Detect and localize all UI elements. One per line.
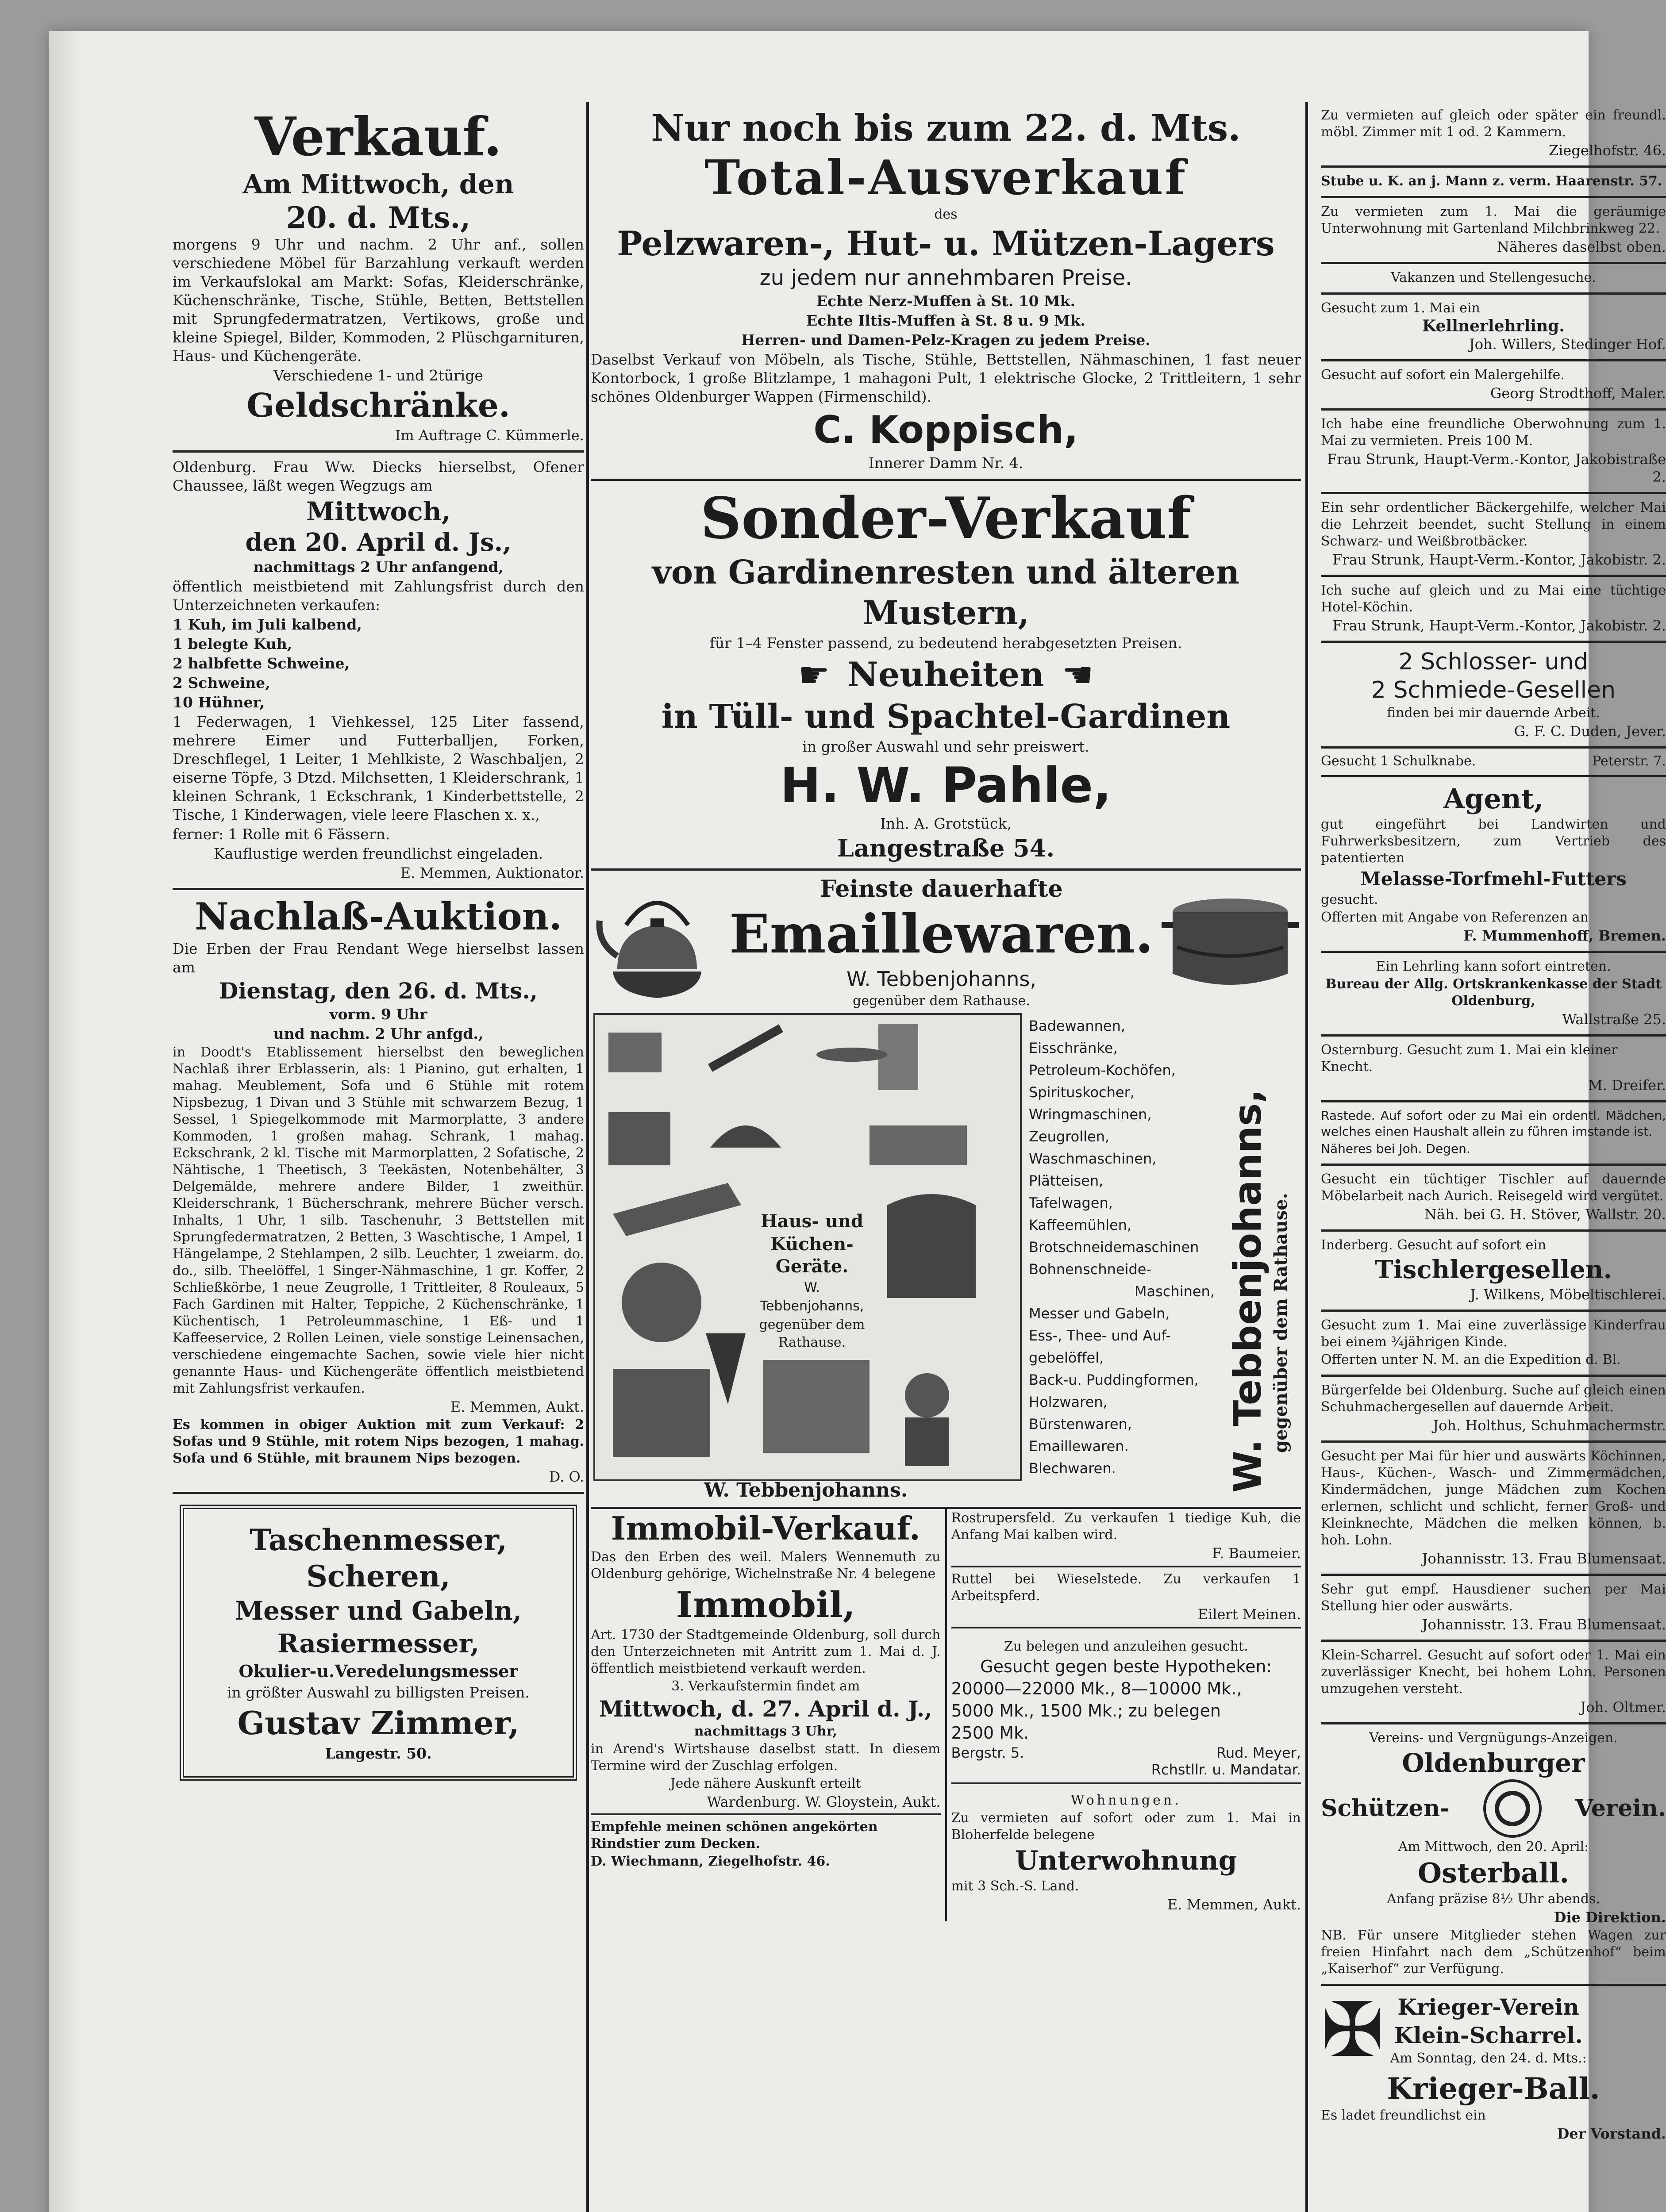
ad-body: Ein sehr ordentlicher Bäckergehilfe, welcher Mai die Lehrzeit beendet, sucht Stellung in einem Schwarz- und Weißbrotbäcker.	[1321, 500, 1666, 549]
ad-signature: J. Wilkens, Möbeltischlerei.	[1470, 1286, 1666, 1303]
ad-line: Okulier-u.Veredelungsmesser	[239, 1661, 518, 1681]
ad-signature: E. Memmen, Auktionator.	[400, 864, 584, 881]
ad-kriegerverein	[1321, 1986, 1666, 2149]
ad-tebbenjohanns	[591, 871, 1301, 1509]
ad-price-line: Echte Nerz-Muffen à St. 10 Mk.	[816, 292, 1076, 310]
ad-signature: G. F. C. Duden, Jever.	[1514, 723, 1666, 740]
ad-body: in Doodt's Etablissement hierselbst den beweglichen Nachlaß ihrer Erblasserin, als: 1 Pianino, gut erhalten, 1 mahag. Meublement, Sofa und 6 Stühle mit rotem Nipsbezug, 1 Divan und 3 Stühle mit schwarzem Bezug, 1 Sessel, 1 Spiegelkommode mit Marmorplatte, 3 andere Kommoden, 1 großen mahag. Schrank, 1 mahag. Eckschrank, 2 kl. Tische mit Marmorplatten, 2 Sofatische, 2 Nähtische, 1 Theetisch, 3 Teekästen, Notenbehälter, 3 Delgemälde, mehrere andere Bilder, 1 zweithür. Kleiderschrank, 1 Bücherschrank, mehrere Bücher versch. Inhalts, 1 Uhr, 1 silb. Taschenuhr, 3 Bettstellen mit Sprungfedermatratzen, 2 Betten, 3 Waschtische, 1 Ampel, 1 Hängelampe, 2 Stehlampen, 2 silb. Leuchter, 1 zweiarm. do. do., silb. Theelöffel, 1 Singer-Nähmaschine, 1 gr. Koffer, 2 Schließkörbe, 1 neue Zeugrolle, 1 Trittleiter, 8 Rouleaux, 5 Fach Gardinen mit Halter, Teppiche, 2 Küchenschränke, 1 Küchentisch, 1 Petroleummaschine, 1 Eß- und 1 Kaffeeservice, 2 Rollen Leinen, viele sonstige Leinensachen, verschiedene eingemachte Sachen, sowie viele hier nicht genannte Haus- und Küchengeräte öffentlich meistbietend mit Zahlungsfrist verkaufen.	[173, 1045, 584, 1396]
list-item: Badewannen,	[1029, 1018, 1126, 1034]
panel-caption: Küchen-Geräte.	[770, 1234, 854, 1277]
section-heading: Vakanzen und Stellengesuche.	[1391, 270, 1596, 285]
ad-body: Bureau der Allg. Ortskrankenkasse der Stadt Oldenburg,	[1325, 976, 1662, 1009]
ad-body: ferner: 1 Rolle mit 6 Fässern.	[173, 826, 390, 843]
ad-title: Agent,	[1443, 783, 1544, 815]
ad-headline: H. W. Pahle,	[780, 757, 1112, 814]
list-item: 1 belegte Kuh,	[173, 635, 292, 653]
ad-time: und nachm. 2 Uhr anfgd.,	[273, 1025, 484, 1042]
ad-unterwohnung	[1321, 198, 1666, 264]
ad-signature: Näheres daselbst oben.	[1497, 238, 1666, 255]
ad-line: in großer Auswahl und sehr preiswert.	[802, 738, 1089, 755]
ad-headline: Gustav Zimmer,	[237, 1704, 519, 1742]
ad-baecker	[1321, 494, 1666, 577]
ad-schlosser	[1321, 643, 1666, 749]
ad-rindstier	[591, 1813, 941, 1870]
ad-signature: Frau Strunk, Haupt-Verm.-Kontor, Jakobistr. 2.	[1332, 617, 1666, 634]
ad-body: Gesucht per Mai für hier und auswärts Köchinnen, Haus-, Küchen-, Wasch- und Zimmermädchen, Kindermädchen, junge Mädchen zum Kochen erlernen, schlicht und schlicht, ferner Groß- und Kleinknechte, Mädchen die melken können, b. hoh. Lohn.	[1321, 1448, 1666, 1548]
ad-rastede	[1321, 1102, 1666, 1166]
ad-title: Sonder-Verkauf	[700, 485, 1192, 552]
ad-signature: E. Memmen, Aukt.	[1167, 1896, 1301, 1913]
ad-body: Gesucht zum 1. Mai ein	[1321, 300, 1480, 316]
ad-date: 20. d. Mts.,	[286, 200, 471, 235]
ad-hypothek	[951, 1628, 1301, 1784]
list-item: 2 halbfette Schweine,	[173, 655, 350, 672]
ad-body: Verschiedene 1- und 2türige	[273, 367, 484, 384]
list-item: Wringmaschinen,	[1029, 1106, 1152, 1123]
kettle-icon	[591, 876, 723, 1009]
panel-caption: gegenüber dem	[759, 1317, 865, 1333]
panel-caption: W. Tebbenjohanns,	[760, 1280, 864, 1314]
ad-signature: Der Vorstand.	[1557, 2125, 1666, 2142]
ad-date: Am Mittwoch, den	[242, 169, 514, 200]
ad-schulknabe	[1321, 749, 1666, 777]
ad-signature: E. Memmen, Aukt.	[450, 1398, 584, 1415]
ad-body: Daselbst Verkauf von Möbeln, als Tische, Stühle, Bettstellen, Nähmaschinen, 1 fast neuer Kontorbock, 1 große Blitzlampe, 1 mahagoni Pult, 1 elektrische Glocke, 2 Trittleitern, 1 sehr schönes Oldenburger Wappen (Firmenschild).	[591, 351, 1301, 405]
ad-signature: Rud. Meyer,	[1216, 1744, 1301, 1761]
ad-title: Total-Ausverkauf	[704, 150, 1187, 206]
ad-headline: Osterball.	[1418, 1857, 1569, 1889]
ad-blumensaat-2	[1321, 1576, 1666, 1642]
list-item: Holzwaren,	[1029, 1394, 1108, 1410]
list-item: Plätteisen,	[1029, 1172, 1104, 1189]
section-heading: Zu belegen und anzuleihen gesucht.	[1004, 1639, 1248, 1654]
list-item: Eisschränke,	[1029, 1040, 1118, 1056]
ad-body: gut eingeführt bei Landwirten und Fuhrwerksbesitzern, zum Vertrieb des patentierten	[1321, 817, 1666, 866]
ad-kuh	[951, 1510, 1301, 1567]
ad-body: Ich habe eine freundliche Oberwohnung zum 1. Mai zu vermieten. Preis 100 M.	[1321, 416, 1666, 449]
panel-caption: Rathause.	[778, 1335, 846, 1350]
ad-kellner	[1321, 295, 1666, 361]
ad-line: von Gardinenresten und älteren	[652, 553, 1240, 591]
ad-body: 1 Federwagen, 1 Viehkessel, 125 Liter fassend, mehrere Eimer und Futterballjen, Forken, Dreschflegel, 1 Leiter, 1 Mehlkiste, 2 Waschbaljen, 2 eiserne Töpfe, 3 Dtzd. Milchsetten, 1 Kleiderschrank, 1 kleinen Schrank, 1 Eckschrank, 1 Kinderbettstelle, 2 Tische, 1 Kinderwagen, viele leere Flaschen x. x.,	[173, 713, 584, 823]
panel-caption: Haus- und	[761, 1211, 863, 1232]
ad-note: NB. Für unsere Mitglieder stehen Wagen zur freien Hinfahrt nach dem „Schützenhof“ beim „Kaiserhof“ zur Verfügung.	[1321, 1928, 1666, 1977]
ad-line: 2500 Mk.	[951, 1723, 1029, 1743]
list-item: Back-u. Puddingformen,	[1029, 1371, 1199, 1388]
ad-body: Rastede. Auf sofort oder zu Mai ein ordentl. Mädchen, welches einen Haushalt allein zu führen imstande ist.	[1321, 1108, 1666, 1139]
pot-icon	[1159, 876, 1301, 1009]
ad-body: Art. 1730 der Stadtgemeinde Oldenburg, soll durch den Unterzeichneten mit Antritt zum 1. Mai d. J. öffentlich meistbietend verkauft werden.	[591, 1627, 941, 1676]
ad-date: den 20. April d. Js.,	[245, 528, 512, 557]
iron-cross-icon: ✠	[1321, 1986, 1384, 2074]
vertical-brand	[1217, 1010, 1297, 1502]
ad-body: Empfehle meinen schönen angekörten Rindstier zum Decken.	[591, 1819, 878, 1851]
ad-body: Jede nähere Auskunft erteilt	[670, 1776, 861, 1791]
ad-pahle	[591, 481, 1301, 871]
bottom-ads	[591, 1509, 1301, 1921]
ad-line: des	[934, 207, 958, 222]
list-item: Waschmaschinen,	[1029, 1150, 1157, 1167]
ad-headline: Melasse-Torfmehl-Futters	[1360, 868, 1627, 890]
ad-time: nachmittags 2 Uhr anfangend,	[253, 558, 504, 576]
product-list	[1029, 1015, 1215, 1479]
ad-line: für 1–4 Fenster passend, zu bedeutend herabgesetzten Preisen.	[709, 634, 1182, 652]
ad-body: Offerten mit Angabe von Referenzen an	[1321, 910, 1589, 925]
panel-footer: W. Tebbenjohanns.	[704, 1479, 908, 1502]
ad-line: in Tüll- und Spachtel-Gardinen	[661, 698, 1231, 736]
ad-title: Schützen-	[1321, 1795, 1450, 1822]
column-rule-1	[586, 102, 589, 2212]
ad-date: Mittwoch, d. 27. April d. J.,	[599, 1696, 932, 1722]
ad-schuetzenverein	[1321, 1724, 1666, 1986]
ad-date: Mittwoch,	[306, 496, 451, 526]
ad-kinderfrau	[1321, 1312, 1666, 1377]
ad-headline: C. Koppisch,	[813, 408, 1078, 452]
ad-line: Neuheiten	[847, 655, 1044, 694]
ad-line: Messer und Gabeln,	[235, 1596, 522, 1626]
ad-time: nachmittags 3 Uhr,	[694, 1724, 837, 1739]
ad-signature: Im Auftrage C. Kümmerle.	[395, 427, 584, 444]
ad-line: Mustern,	[862, 594, 1030, 632]
list-item: Kaffeemühlen,	[1029, 1217, 1132, 1233]
ad-headline: Krieger-Ball.	[1387, 2071, 1600, 2106]
list-item: Ess-, Thee- und Auf-	[1029, 1327, 1171, 1344]
ad-pferd	[951, 1567, 1301, 1628]
list-item: Messer und Gabeln,	[1029, 1305, 1170, 1322]
ad-tischlergesellen	[1321, 1232, 1666, 1312]
pointing-hand-icon: ☚	[1062, 654, 1094, 695]
ad-headline: W. Tebbenjohanns,	[846, 967, 1037, 991]
column-right	[1321, 102, 1666, 2212]
ad-line: Rasiermesser,	[277, 1628, 480, 1659]
ad-signature: Joh. Oltmer.	[1580, 1699, 1666, 1716]
ad-signature: Ziegelhofstr. 46.	[1548, 142, 1666, 159]
ad-dieck-auction	[173, 453, 584, 890]
section-heading: Vereins- und Vergnügungs-Anzeigen.	[1369, 1730, 1618, 1746]
ad-title: Immobil-Verkauf.	[611, 1509, 920, 1547]
ad-headline: Geldschränke.	[246, 387, 510, 425]
list-item: Tafelwagen,	[1029, 1194, 1113, 1211]
ad-ortskrankenkasse	[1321, 953, 1666, 1037]
ad-line: in größter Auswahl zu billigsten Preisen.	[227, 1684, 530, 1701]
ad-osternburg	[1321, 1037, 1666, 1102]
ad-subtitle: zu jedem nur annehmbaren Preise.	[759, 265, 1132, 290]
ad-signature: Johannisstr. 13. Frau Blumensaat.	[1422, 1550, 1666, 1567]
ad-address: Bergstr. 5.	[951, 1744, 1024, 1761]
ad-line: Nur noch bis zum 22. d. Mts.	[651, 107, 1241, 150]
ad-koechin	[1321, 577, 1666, 643]
ad-signature: F. Mummenhoff, Bremen.	[1463, 927, 1666, 944]
column-rule-2	[1305, 102, 1308, 2212]
ad-tischler	[1321, 1166, 1666, 1232]
ad-signature: Eilert Meinen.	[1197, 1606, 1301, 1623]
list-item: gebelöffel,	[1029, 1349, 1104, 1366]
ad-time: vorm. 9 Uhr	[329, 1006, 427, 1023]
ad-body: Gesucht ein tüchtiger Tischler auf dauernde Möbelarbeit nach Aurich. Reisegeld wird vergütet.	[1321, 1171, 1666, 1204]
ad-signature: M. Dreifer.	[1588, 1077, 1666, 1094]
ad-signature: Peterstr. 7.	[1592, 753, 1666, 769]
ad-body: Ruttel bei Wieselstede. Zu verkaufen 1 Arbeitspferd.	[951, 1571, 1301, 1604]
ad-signature: Wallstraße 25.	[1562, 1011, 1666, 1028]
column-middle	[591, 102, 1301, 2212]
ad-signature: D. O.	[549, 1468, 584, 1485]
ad-headline: Unterwohnung	[1015, 1845, 1237, 1876]
ad-body: 3. Verkaufstermin findet am	[671, 1678, 860, 1694]
ad-body: Sehr gut empf. Hausdiener suchen per Mai Stellung hier oder auswärts.	[1321, 1582, 1666, 1614]
ad-headline: Immobil,	[676, 1584, 855, 1625]
ad-price-line: Echte Iltis-Muffen à St. 8 u. 9 Mk.	[806, 312, 1085, 329]
ad-body: Das den Erben des weil. Malers Wennemuth zu Oldenburg gehörige, Wichelnstraße Nr. 4 belegene	[591, 1549, 941, 1582]
ad-signature: Die Direktion.	[1554, 1909, 1666, 1926]
ad-line: 20000—22000 Mk., 8—10000 Mk.,	[951, 1679, 1242, 1698]
target-icon	[1483, 1779, 1542, 1838]
ad-title: Klein-Scharrel.	[1394, 2022, 1583, 2048]
vertical-address: gegenüber dem Rathause.	[1270, 1193, 1291, 1453]
ad-signature: Frau Strunk, Haupt-Verm.-Kontor, Jakobistraße 2.	[1327, 451, 1666, 485]
ad-immobil	[591, 1509, 947, 1921]
list-item: 1 Kuh, im Juli kalbend,	[173, 616, 362, 633]
ad-date: Am Mittwoch, den 20. April:	[1398, 1839, 1589, 1855]
ad-body: Osternburg. Gesucht zum 1. Mai ein kleiner Knecht.	[1321, 1042, 1618, 1075]
household-goods-illustration	[593, 1013, 1022, 1481]
ad-body: Kauflustige werden freundlichst eingeladen.	[214, 845, 543, 862]
ad-klein-scharrel	[1321, 1642, 1666, 1724]
ad-line: Scheren,	[306, 1559, 450, 1594]
list-item: 10 Hühner,	[173, 694, 265, 711]
ad-title: Emaillewaren.	[729, 903, 1154, 965]
list-item: Zeugrollen,	[1029, 1128, 1110, 1145]
section-heading: Wohnungen.	[1070, 1793, 1181, 1808]
ad-headline: 2 Schmiede-Gesellen	[1371, 677, 1616, 703]
ad-body: morgens 9 Uhr und nachm. 2 Uhr anf., sollen verschiedene Möbel für Barzahlung verkauft werden im Verkaufslokal am Markt: Sofas, Kleiderschränke, Küchenschränke, Tische, Stühle, Betten, Bettstellen mit Sprungfedermatratzen, Vertikows, große und kleine Spiegel, Bilder, Kommoden, 2 Plüschgarnituren, Haus- und Küchengeräte.	[173, 236, 584, 365]
ad-body: Zu vermieten auf sofort oder zum 1. Mai in Bloherfelde belegene	[951, 1810, 1301, 1843]
list-item: Spirituskocher,	[1029, 1084, 1135, 1101]
ad-body: finden bei mir dauernde Arbeit.	[1387, 705, 1600, 721]
ad-address: gegenüber dem Rathause.	[853, 993, 1030, 1009]
ad-signature: Joh. Holthus, Schuhmachermstr.	[1433, 1417, 1666, 1434]
ad-signature: Georg Strodthoff, Maler.	[1490, 385, 1666, 402]
ad-body: Gesucht auf sofort ein Malergehilfe.	[1321, 367, 1565, 383]
ad-address: Langestr. 50.	[325, 1745, 432, 1762]
ad-body: mit 3 Sch.-S. Land.	[951, 1878, 1079, 1894]
ad-subtitle: Pelzwaren-, Hut- u. Mützen-Lagers	[617, 224, 1275, 263]
ad-headline: Tischlergesellen.	[1374, 1255, 1612, 1284]
ad-line: Gesucht gegen beste Hypotheken:	[980, 1657, 1272, 1676]
ad-koppisch	[591, 102, 1301, 481]
ad-title: Verein.	[1575, 1795, 1666, 1822]
bottom-right-ads	[947, 1509, 1301, 1921]
list-item: Blechwaren.	[1029, 1460, 1116, 1477]
ad-blumensaat-1	[1321, 1443, 1666, 1576]
list-item: 2 Schweine,	[173, 674, 270, 691]
ad-body: Klein-Scharrel. Gesucht auf sofort oder 1. Mai ein zuverlässiger Knecht, bei hohem Lohn. Personen umzugehen versteht.	[1321, 1647, 1666, 1697]
ad-signature: F. Baumeier.	[1212, 1545, 1301, 1562]
pointing-hand-icon: ☛	[798, 654, 830, 695]
ad-time: Anfang präzise 8½ Uhr abends.	[1386, 1891, 1601, 1907]
ad-signature: Rchstllr. u. Mandatar.	[1151, 1761, 1301, 1778]
ad-body: Gesucht zum 1. Mai eine zuverlässige Kinderfrau bei einem ¾jährigen Kinde.	[1321, 1317, 1666, 1350]
ad-signature: Frau Strunk, Haupt-Verm.-Kontor, Jakobistr. 2.	[1332, 551, 1666, 568]
ad-gustav-zimmer	[180, 1505, 577, 1781]
ad-buergerfelde	[1321, 1377, 1666, 1443]
list-item: Brotschneidemaschinen	[1029, 1239, 1199, 1256]
ad-title: Verkauf.	[254, 106, 502, 168]
ad-line: Taschenmesser,	[250, 1523, 507, 1557]
ad-line: Feinste dauerhafte	[820, 876, 1063, 902]
section-vakanzen	[1321, 264, 1666, 295]
ad-oberwohnung	[1321, 411, 1666, 494]
household-goods-panel	[591, 1010, 1301, 1502]
ad-signature: Näheres bei Joh. Degen.	[1321, 1141, 1470, 1156]
ad-body: Rostrupersfeld. Zu verkaufen 1 tiedige Kuh, die Anfang Mai kalben wird.	[951, 1510, 1301, 1543]
ad-body: Inderberg. Gesucht auf sofort ein	[1321, 1237, 1547, 1253]
ad-note: Es kommen in obiger Auktion mit zum Verkauf: 2 Sofas und 9 Stühle, mit rotem Nips bezogen, 1 mahag. Sofa und 6 Stühle, mit braunem Nips bezogen.	[173, 1417, 584, 1466]
ad-date: Am Sonntag, den 24. d. Mts.:	[1390, 2051, 1587, 2066]
list-item: Bürstenwaren,	[1029, 1416, 1132, 1432]
ad-signature: D. Wiechmann, Ziegelhofstr. 46.	[591, 1854, 830, 1869]
ad-body: in Arend's Wirtshause daselbst statt. In diesem Termine wird der Zuschlag erfolgen.	[591, 1741, 941, 1774]
ad-body: Ein Lehrling kann sofort eintreten.	[1376, 959, 1611, 974]
ad-signature: Offerten unter N. M. an die Expedition d. Bl.	[1321, 1352, 1621, 1367]
list-item: Maschinen,	[1134, 1283, 1215, 1300]
ad-title: Nachlaß-Auktion.	[195, 895, 562, 938]
ad-wohnung	[951, 1784, 1301, 1921]
list-item: Petroleum-Kochöfen,	[1029, 1062, 1176, 1079]
ad-body: Die Erben der Frau Rendant Wege hierselbst lassen am	[173, 940, 584, 976]
ad-zimmer-vermieten	[1321, 102, 1666, 168]
column-left	[173, 102, 584, 2212]
list-item: Emaillewaren.	[1029, 1438, 1129, 1455]
ad-body: Gesucht 1 Schulknabe.	[1321, 753, 1476, 769]
ad-signature: Joh. Willers, Stedinger Hof.	[1469, 336, 1666, 353]
ad-agent	[1321, 777, 1666, 953]
ad-body: öffentlich meistbietend mit Zahlungsfrist durch den Unterzeichneten verkaufen:	[173, 578, 584, 614]
ad-body: Ich suche auf gleich und zu Mai eine tüchtige Hotel-Köchin.	[1321, 583, 1666, 615]
ad-stube	[1321, 168, 1666, 198]
ad-owner: Inh. A. Grotstück,	[880, 815, 1012, 832]
ad-headline: 2 Schlosser- und	[1398, 649, 1589, 675]
ad-verkauf	[173, 102, 584, 453]
ad-title: Oldenburger	[1402, 1748, 1585, 1778]
ad-signature: Johannisstr. 13. Frau Blumensaat.	[1422, 1616, 1666, 1633]
ad-address: Innerer Damm Nr. 4.	[868, 454, 1023, 472]
ad-body: Es ladet freundlichst ein	[1321, 2108, 1486, 2123]
ad-body: Zu vermieten auf gleich oder später ein freundl. möbl. Zimmer mit 1 od. 2 Kammern.	[1321, 108, 1666, 140]
ad-date: Dienstag, den 26. d. Mts.,	[219, 978, 538, 1004]
ad-body: Bürgerfelde bei Oldenburg. Suche auf gleich einen Schuhmachergesellen auf dauernde Arbeit.	[1321, 1382, 1666, 1415]
ad-headline: Kellnerlehrling.	[1422, 317, 1565, 335]
ad-signature: Näh. bei G. H. Stöver, Wallstr. 20.	[1424, 1206, 1666, 1223]
ad-body: Oldenburg. Frau Ww. Diecks hierselbst, Ofener Chaussee, läßt wegen Wegzugs am	[173, 458, 584, 494]
list-item: Bohnenschneide-	[1029, 1261, 1152, 1278]
ad-title: Krieger-Verein	[1397, 1994, 1579, 2020]
ad-address: Langestraße 54.	[837, 834, 1055, 862]
ad-body: gesucht.	[1321, 892, 1378, 907]
ad-body: Stube u. K. an j. Mann z. verm. Haarenstr. 57.	[1321, 173, 1662, 189]
vertical-name: W. Tebbenjohanns,	[1226, 1089, 1270, 1493]
ad-price-line: Herren- und Damen-Pelz-Kragen zu jedem Preise.	[741, 331, 1150, 349]
ad-body: Zu vermieten zum 1. Mai die geräumige Unterwohnung mit Gartenland Milchbrinkweg 22.	[1321, 204, 1666, 236]
ad-signature: Wardenburg. W. Gloystein, Aukt.	[707, 1793, 941, 1810]
newspaper-page	[49, 31, 1666, 2212]
ad-nachlass-auction	[173, 890, 584, 1494]
ad-line: 5000 Mk., 1500 Mk.; zu belegen	[951, 1701, 1221, 1720]
ad-maler	[1321, 361, 1666, 411]
